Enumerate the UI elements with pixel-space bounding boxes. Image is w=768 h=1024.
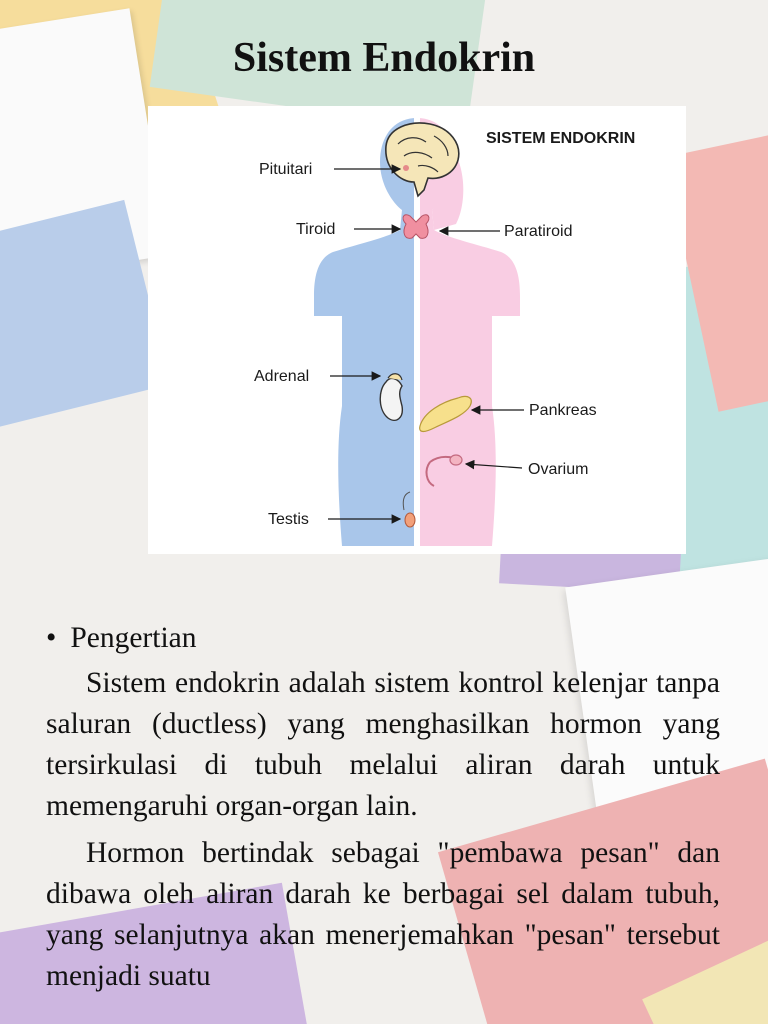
label-pituitari: Pituitari bbox=[259, 161, 313, 178]
bullet-item-pengertian bbox=[46, 618, 720, 659]
label-adrenal: Adrenal bbox=[254, 368, 310, 385]
paragraph-hormone: Hormon bertindak sebagai "pembawa pesan" dan dibawa oleh aliran darah ke berbagai sel dalam tubuh, yang selanjutnya akan menerjemahkan "pesan" tersebut menjadi suatu bbox=[46, 837, 720, 992]
diagram-heading: SISTEM ENDOKRIN bbox=[486, 130, 636, 147]
label-tiroid: Tiroid bbox=[296, 221, 336, 238]
page-title: Sistem Endokrin bbox=[232, 35, 536, 81]
label-paratiroid: Paratiroid bbox=[504, 223, 573, 240]
endocrine-diagram bbox=[148, 106, 686, 554]
label-testis: Testis bbox=[268, 511, 309, 528]
label-ovarium: Ovarium bbox=[528, 461, 589, 478]
paragraph-definition: Sistem endokrin adalah sistem kontrol kelenjar tanpa saluran (ductless) yang menghasilkan hormon yang tersirkulasi di tubuh melalui aliran darah untuk memengaruhi organ-organ lain. bbox=[46, 667, 720, 822]
bullet-icon: • bbox=[46, 622, 57, 654]
bullet-label: Pengertian bbox=[70, 622, 197, 654]
label-pankreas: Pankreas bbox=[529, 402, 597, 419]
content-body bbox=[46, 618, 720, 997]
